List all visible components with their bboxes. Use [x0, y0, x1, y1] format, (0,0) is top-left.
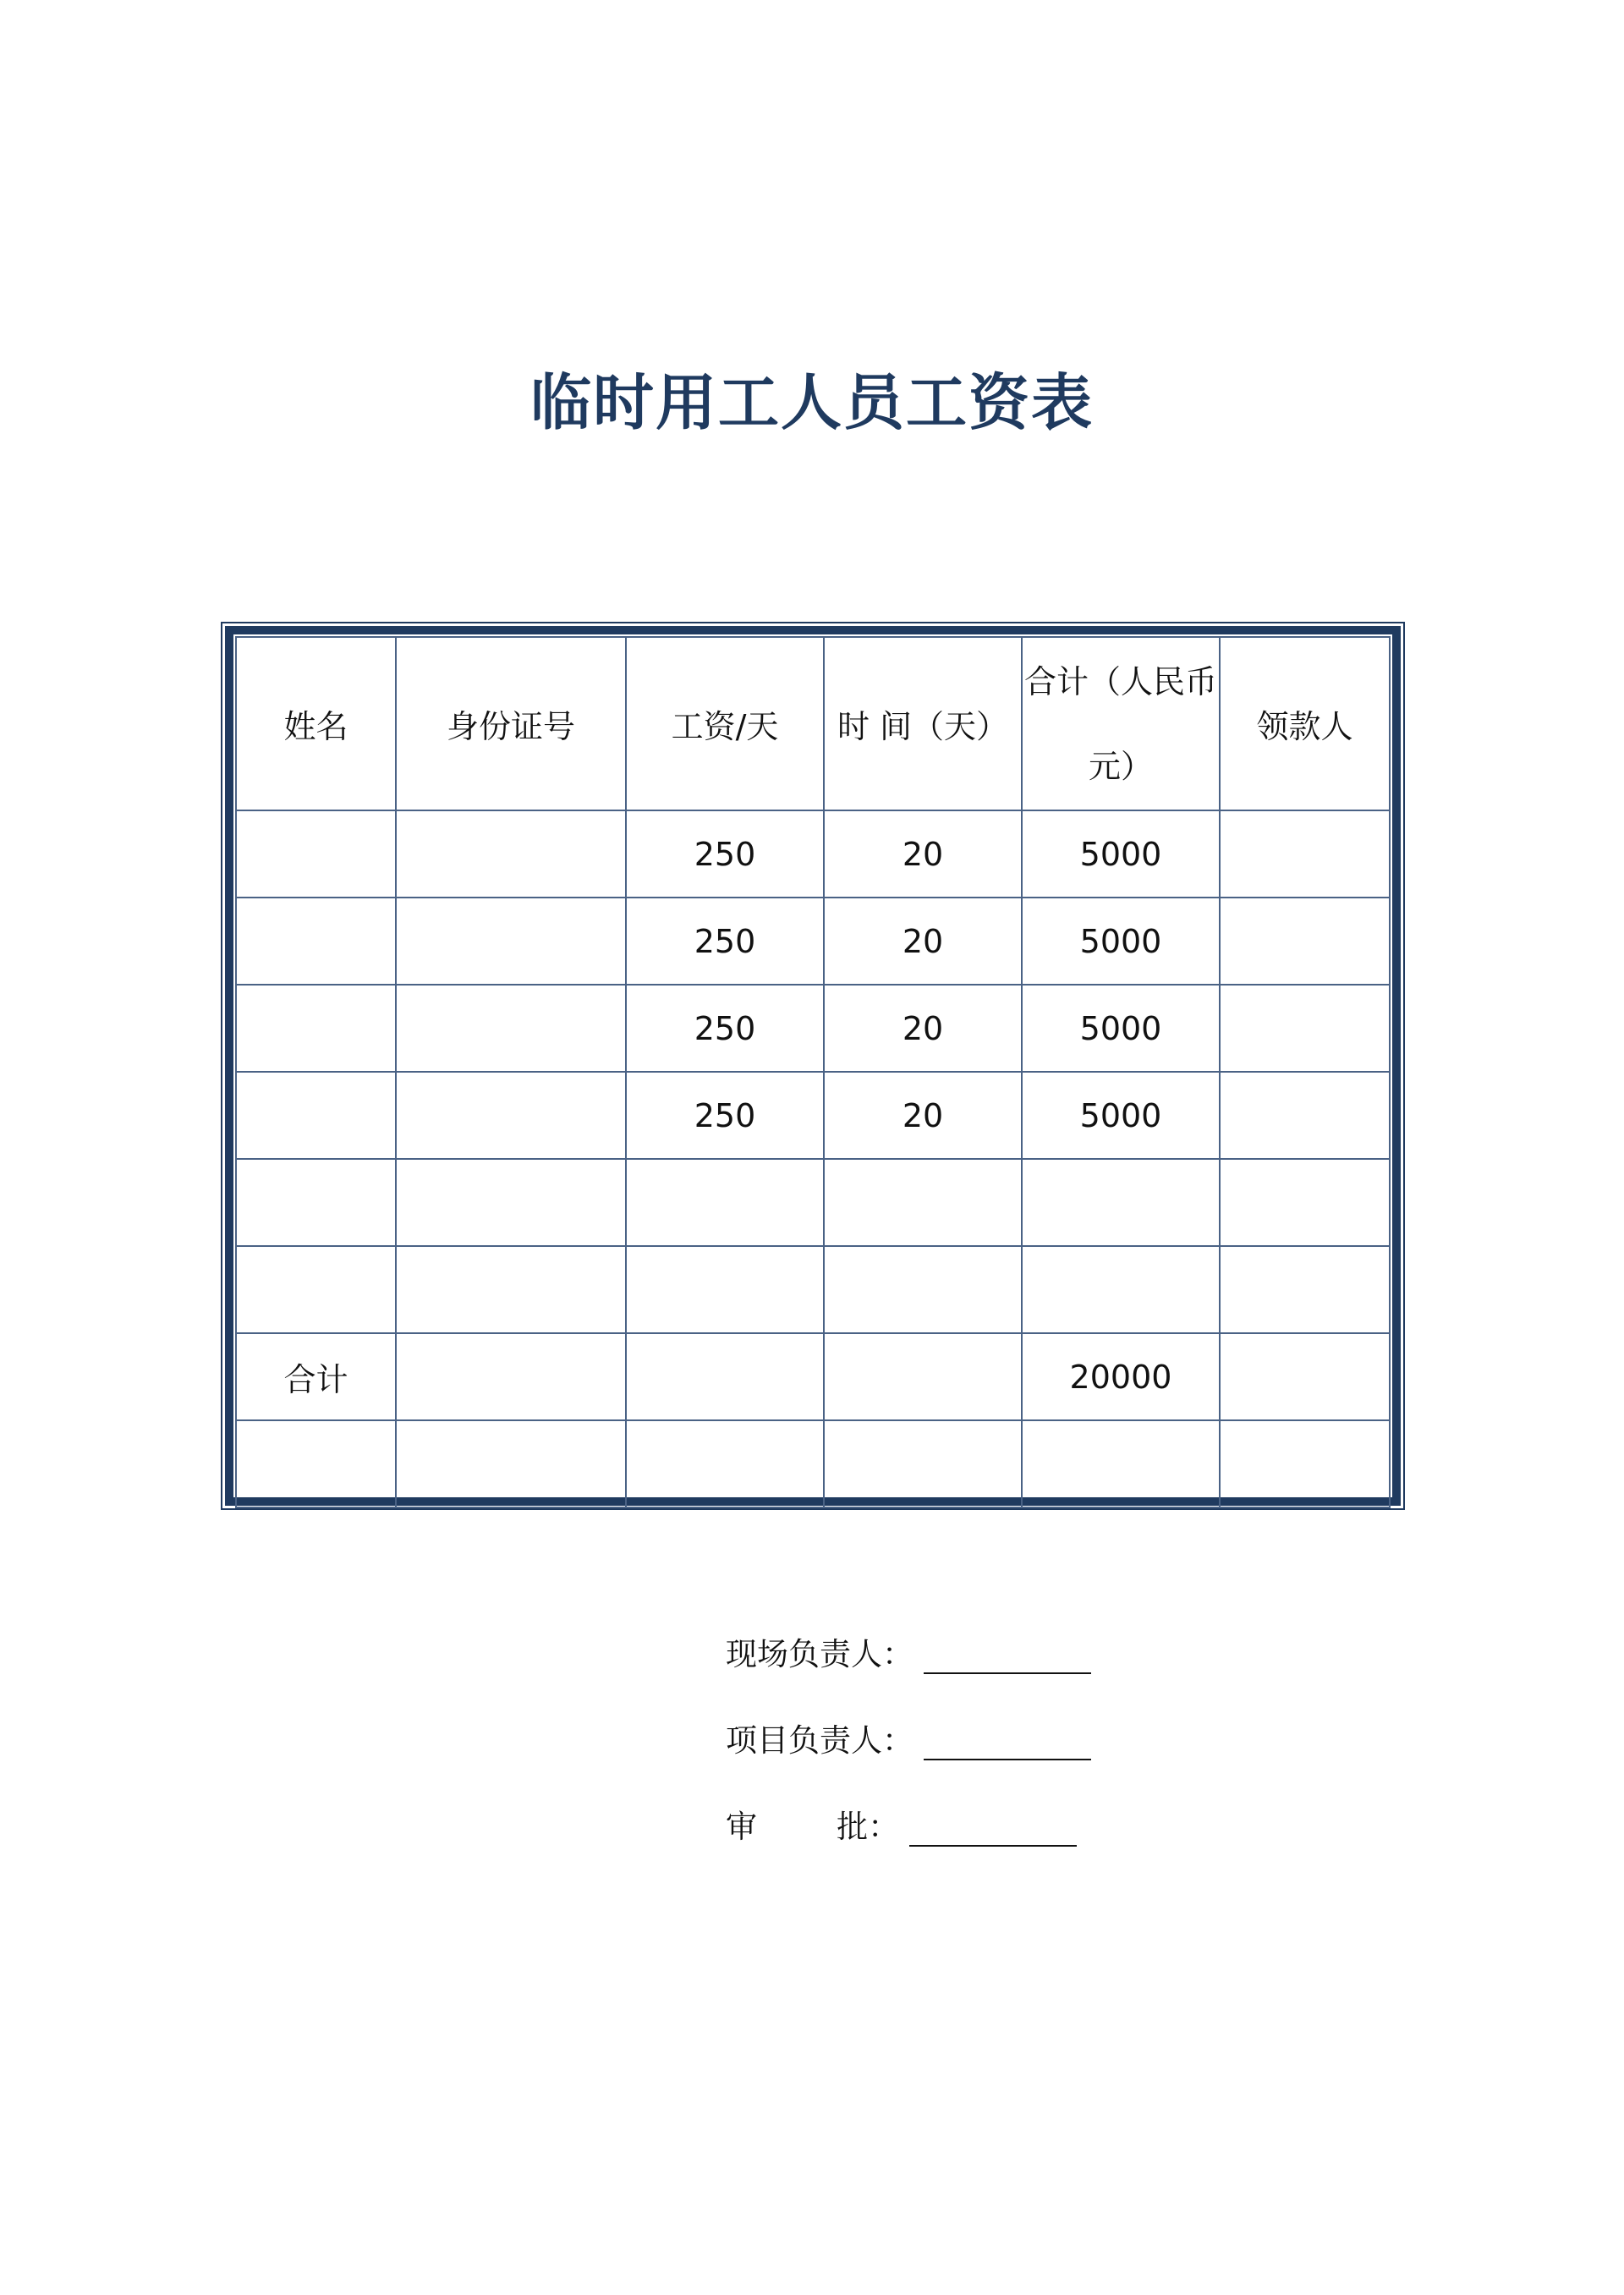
cell-recipient — [1220, 1246, 1390, 1333]
approval-signature — [726, 1801, 1166, 1847]
table-row — [236, 1333, 1390, 1420]
header-total — [1022, 637, 1220, 810]
header-recipient: 领款人 — [1220, 637, 1390, 810]
cell-days — [824, 1159, 1022, 1246]
page-title: 临时用工人员工资表 — [529, 367, 1094, 438]
cell-name — [236, 1159, 396, 1246]
table-row — [236, 1420, 1390, 1507]
cell-days: 20 — [824, 1072, 1022, 1159]
cell-name — [236, 898, 396, 985]
cell-days — [824, 1246, 1022, 1333]
cell-id-number — [396, 898, 626, 985]
cell-recipient — [1220, 898, 1390, 985]
cell-daily-wage: 250 — [626, 898, 824, 985]
cell-id-number — [396, 1072, 626, 1159]
cell-daily-wage — [626, 1420, 824, 1507]
cell-daily-wage: 250 — [626, 810, 824, 898]
table-row — [236, 1159, 1390, 1246]
cell-daily-wage: 250 — [626, 985, 824, 1072]
cell-recipient — [1220, 1333, 1390, 1420]
cell-total: 5000 — [1022, 810, 1220, 898]
cell-id-number — [396, 810, 626, 898]
table-row — [236, 810, 1390, 898]
cell-id-number — [396, 1246, 626, 1333]
cell-name — [236, 810, 396, 898]
header-id-number: 身份证号 — [396, 637, 626, 810]
cell-name — [236, 1246, 396, 1333]
cell-total: 5000 — [1022, 1072, 1220, 1159]
cell-days: 20 — [824, 898, 1022, 985]
table-header-row — [236, 637, 1390, 810]
cell-recipient — [1220, 810, 1390, 898]
header-total-label: 合计（人民币元） — [1023, 662, 1217, 785]
project-manager-signature — [726, 1715, 1166, 1760]
site-manager-signature — [726, 1628, 1166, 1674]
cell-name — [236, 985, 396, 1072]
wage-table-frame — [225, 626, 1401, 1506]
cell-days — [824, 1420, 1022, 1507]
cell-days: 20 — [824, 810, 1022, 898]
cell-daily-wage: 250 — [626, 1072, 824, 1159]
cell-daily-wage — [626, 1333, 824, 1420]
approval-label: 审 批： — [726, 1809, 900, 1845]
cell-recipient — [1220, 1420, 1390, 1507]
table-row — [236, 898, 1390, 985]
cell-id-number — [396, 1333, 626, 1420]
cell-recipient — [1220, 1072, 1390, 1159]
cell-daily-wage — [626, 1159, 824, 1246]
cell-id-number — [396, 1159, 626, 1246]
cell-total: 5000 — [1022, 898, 1220, 985]
cell-total: 5000 — [1022, 985, 1220, 1072]
header-days: 时 间（天） — [824, 637, 1022, 810]
cell-id-number — [396, 1420, 626, 1507]
table-row — [236, 985, 1390, 1072]
cell-recipient — [1220, 985, 1390, 1072]
project-manager-label: 项目负责人： — [726, 1722, 914, 1759]
header-name: 姓名 — [236, 637, 396, 810]
cell-name: 合计 — [236, 1333, 396, 1420]
approval-signature-line — [909, 1811, 1077, 1847]
cell-days — [824, 1333, 1022, 1420]
cell-recipient — [1220, 1159, 1390, 1246]
cell-total — [1022, 1246, 1220, 1333]
cell-days: 20 — [824, 985, 1022, 1072]
cell-total — [1022, 1159, 1220, 1246]
header-daily-wage: 工资/天 — [626, 637, 824, 810]
cell-id-number — [396, 985, 626, 1072]
table-row — [236, 1072, 1390, 1159]
site-manager-signature-line — [924, 1639, 1091, 1674]
site-manager-label: 现场负责人： — [726, 1636, 914, 1672]
table-row — [236, 1246, 1390, 1333]
project-manager-signature-line — [924, 1725, 1091, 1760]
cell-name — [236, 1072, 396, 1159]
cell-name — [236, 1420, 396, 1507]
cell-total: 20000 — [1022, 1333, 1220, 1420]
cell-daily-wage — [626, 1246, 824, 1333]
wage-table — [235, 636, 1391, 1508]
cell-total — [1022, 1420, 1220, 1507]
